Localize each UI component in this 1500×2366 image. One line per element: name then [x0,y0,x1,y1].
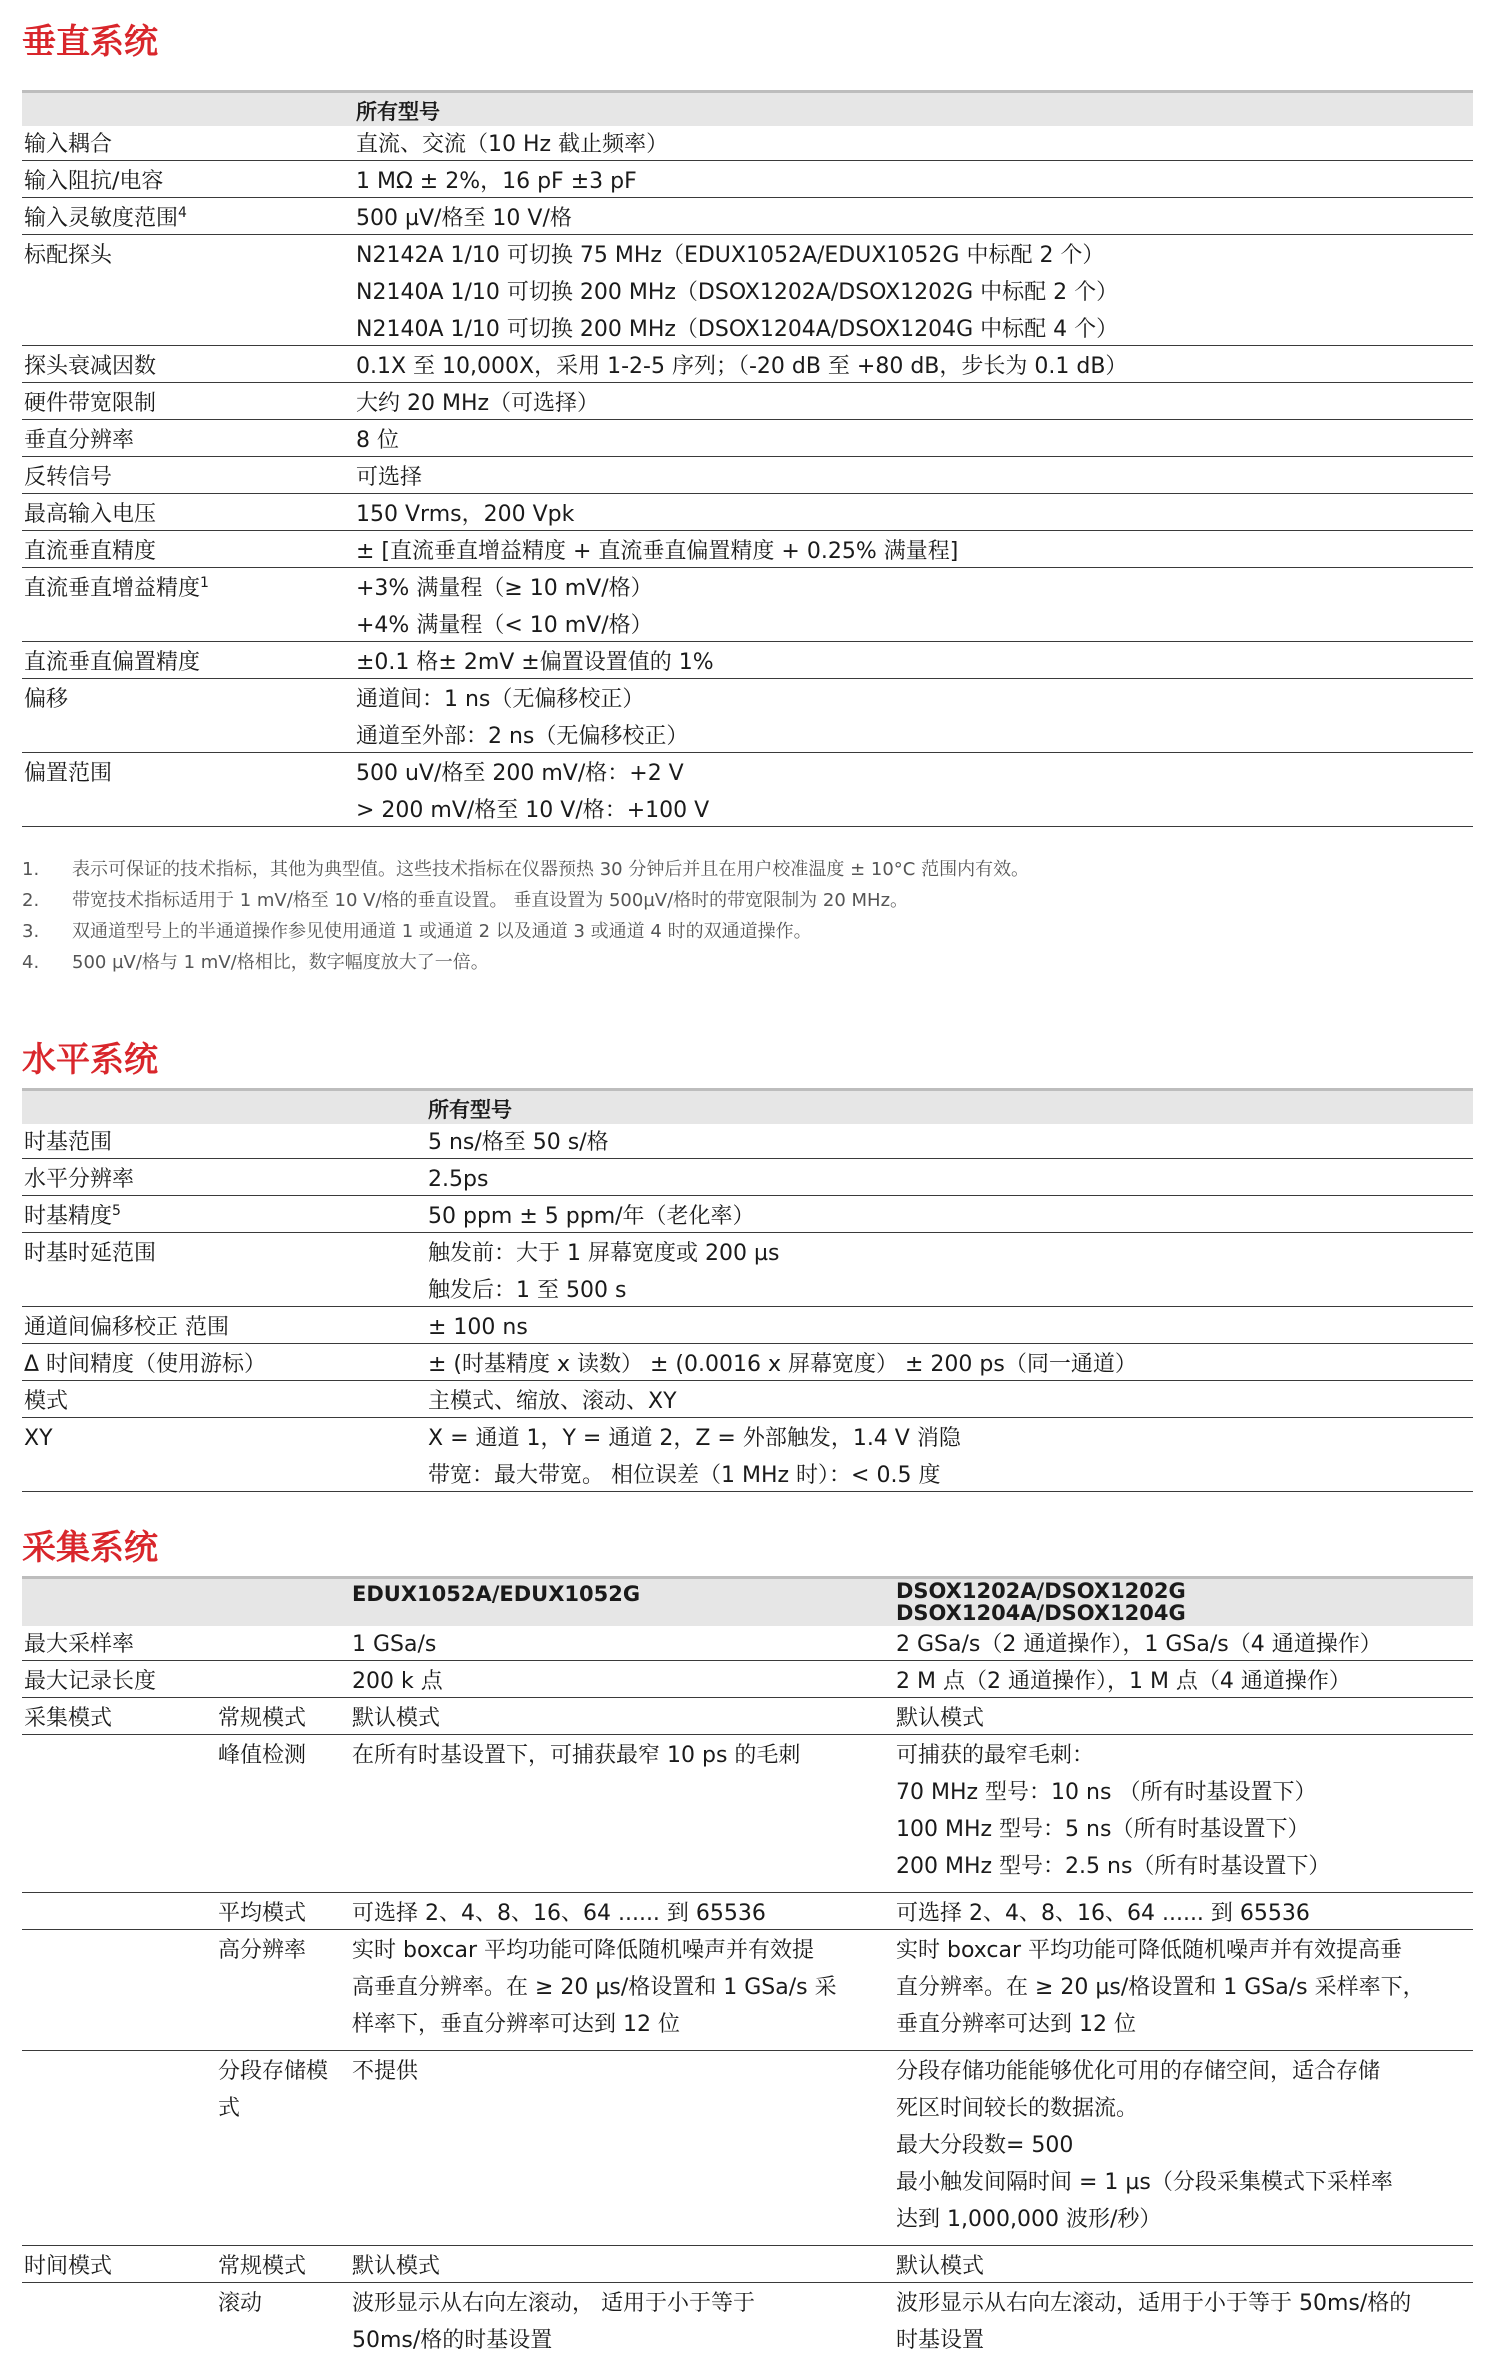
horizontal-header-all-models: 所有型号 [428,1098,512,1122]
horizontal-row-value-line: 50 ppm ± 5 ppm/年（老化率） [428,1204,755,1229]
horizontal-row-label-text: Δ 时间精度（使用游标） [24,1352,267,1377]
horizontal-row-label [24,1309,229,1346]
horizontal-row-label [24,1161,134,1198]
vertical-row-label [24,755,112,792]
acquisition-row-value-dsox [896,2053,1393,2238]
acquisition-row-label: 最大采样率 [24,1632,135,1657]
acquisition-value-line: 达到 1,000,000 波形/秒） [896,2207,1162,2232]
vertical-row-label-text: 直流垂直精度 [24,539,157,564]
vertical-row [22,789,1473,827]
acquisition-row [22,1697,1473,1735]
acquisition-row-value-edux [352,2248,440,2285]
vertical-row [22,567,1473,604]
acquisition-value-line: 2 GSa/s（2 通道操作），1 GSa/s（4 通道操作） [896,1632,1382,1657]
horizontal-row-value [428,1309,528,1346]
vertical-row-value-line: 通道至外部：2 ns（无偏移校正） [356,724,689,749]
vertical-row [22,345,1473,383]
acquisition-value-line: 垂直分辨率可达到 12 位 [896,2012,1136,2037]
vertical-row-value [356,533,958,570]
vertical-row [22,160,1473,198]
acquisition-row-value-dsox [896,1626,1382,1663]
vertical-row-label-text: 偏置范围 [24,761,113,786]
horizontal-row-value [428,1383,677,1420]
acquisition-row [22,1660,1473,1698]
horizontal-row-value-line: 2.5ps [428,1167,489,1192]
acquisition-header-dsox [896,1580,1186,1624]
vertical-row-value-line: 150 Vrms，200 Vpk [356,502,575,527]
horizontal-row-label [24,1383,68,1420]
vertical-row-label [24,126,112,163]
vertical-row-label [24,237,112,274]
footnote [22,858,1029,882]
horizontal-row-value-line: ± 100 ns [428,1315,528,1340]
horizontal-row-value [428,1272,626,1309]
vertical-row-label-text: 探头衰减因数 [24,354,157,379]
vertical-row-value-line: N2140A 1/10 可切换 200 MHz（DSOX1202A/DSOX1202G 中标配 2 个） [356,280,1119,305]
acquisition-value-line: 200 k 点 [352,1669,443,1694]
acquisition-row-value-dsox [896,2285,1411,2359]
vertical-row-value-line: ±0.1 格± 2mV ±偏置设置值的 1% [356,650,714,675]
vertical-row-value [356,718,688,755]
horizontal-row-label [24,1198,121,1235]
vertical-row-value [356,126,668,163]
vertical-row-label [24,644,200,681]
vertical-footnote-ref: 4 [178,205,187,221]
acquisition-row [22,1892,1473,1930]
acquisition-value-line: 在所有时基设置下，可捕获最窄 10 ps 的毛刺 [352,1743,801,1768]
vertical-row-label [24,533,156,570]
vertical-row-label [24,163,163,200]
vertical-row [22,715,1473,753]
vertical-row-value [356,200,572,237]
acquisition-row [22,2050,1473,2246]
vertical-row [22,641,1473,679]
vertical-row-label-text: 垂直分辨率 [24,428,135,453]
acquisition-value-line: 直分辨率。在 ≥ 20 µs/格设置和 1 GSa/s 采样率下， [896,1975,1425,2000]
acquisition-value-line: 默认模式 [896,1706,985,1731]
vertical-row-value [356,422,399,459]
horizontal-row-value-line: 触发前：大于 1 屏幕宽度或 200 µs [428,1241,780,1266]
vertical-row-value [356,755,684,792]
acquisition-row-value-dsox [896,1700,984,1737]
acquisition-value-line: 波形显示从右向左滚动， 适用于小于等于 [352,2291,755,2316]
vertical-row-value-line: 大约 20 MHz（可选择） [356,391,600,416]
acquisition-row-sublabel: 滚动 [218,2291,263,2316]
horizontal-row [22,1121,1473,1159]
footnote-text: 双通道型号上的半通道操作参见使用通道 1 或通道 2 以及通道 3 或通道 4 时的双通道操作。 [72,921,812,942]
vertical-row-value [356,644,714,681]
vertical-row-label [24,496,156,533]
horizontal-row-value-line: 主模式、缩放、滚动、XY [428,1389,677,1414]
vertical-row-value-line: ± [直流垂直增益精度 + 直流垂直偏置精度 + 0.25% 满量程] [356,539,959,564]
vertical-row [22,234,1473,346]
vertical-row-label-text: 输入阻抗/电容 [24,169,164,194]
acquisition-row-value-dsox [896,1737,1330,1885]
acquisition-row-value-edux [352,1626,436,1663]
vertical-row-label [24,385,156,422]
vertical-row-value [356,570,653,607]
horizontal-row [22,1380,1473,1418]
vertical-row-value-line: 直流、交流（10 Hz 截止频率） [356,132,669,157]
vertical-row-label-text: 输入耦合 [24,132,113,157]
vertical-row-value [356,237,1118,348]
horizontal-table-header [22,1088,1473,1124]
horizontal-row-value [428,1420,961,1457]
horizontal-row-label-text: 时基精度 [24,1204,113,1229]
vertical-row-value-line: 0.1X 至 10,000X，采用 1-2-5 序列；（-20 dB 至 +80 dB，步长为 0.1 dB） [356,354,1128,379]
vertical-row-label-text: 硬件带宽限制 [24,391,157,416]
horizontal-row-value-line: 带宽：最大带宽。 相位误差（1 MHz 时）：< 0.5 度 [428,1463,941,1488]
vertical-row [22,197,1473,235]
acquisition-value-line: 实时 boxcar 平均功能可降低随机噪声并有效提高垂 [896,1938,1402,1963]
vertical-row [22,456,1473,494]
vertical-row [22,604,1473,642]
vertical-row [22,752,1473,789]
vertical-row-label-text: 输入灵敏度范围 [24,206,179,231]
footnote-text: 带宽技术指标适用于 1 mV/格至 10 V/格的垂直设置。 垂直设置为 500µV/格时的带宽限制为 20 MHz。 [72,890,909,911]
horizontal-footnote-ref: 5 [112,1203,121,1219]
acquisition-value-line: 样率下，垂直分辨率可达到 12 位 [352,2012,680,2037]
acquisition-value-line: 100 MHz 型号：5 ns（所有时基设置下） [896,1817,1310,1842]
acquisition-row-value-edux [352,1932,837,2043]
acquisition-row-value-dsox [896,1663,1351,1700]
vertical-row-value [356,385,599,422]
horizontal-row-label-text: XY [24,1426,53,1451]
vertical-row [22,382,1473,420]
vertical-row-label-text: 直流垂直增益精度 [24,576,201,601]
footnote [22,920,812,944]
vertical-row-value [356,607,653,644]
acquisition-section-title: 采集系统 [22,1528,158,1568]
acquisition-row-value-edux [352,2285,755,2359]
acquisition-table-header [22,1576,1473,1626]
vertical-row-value-line: N2142A 1/10 可切换 75 MHz（EDUX1052A/EDUX1052G 中标配 2 个） [356,243,1105,268]
horizontal-row-value-line: X = 通道 1，Y = 通道 2，Z = 外部触发，1.4 V 消隐 [428,1426,961,1451]
acquisition-header-edux: EDUX1052A/EDUX1052G [352,1582,641,1606]
acquisition-row-value-edux [352,1700,440,1737]
vertical-row-value [356,348,1127,385]
horizontal-row-value-line: 5 ns/格至 50 s/格 [428,1130,609,1155]
acquisition-header-dsox-line: DSOX1202A/DSOX1202G [896,1579,1186,1603]
footnote [22,951,489,975]
horizontal-row-label-text: 时基时延范围 [24,1241,157,1266]
acquisition-row-sublabel: 分段存储模式 [218,2059,329,2121]
acquisition-row-value-edux [352,1737,800,1774]
vertical-row [22,530,1473,568]
acquisition-value-line: 2 M 点（2 通道操作），1 M 点（4 通道操作） [896,1669,1351,1694]
acquisition-row-value-dsox [896,1895,1310,1932]
acquisition-value-line: 1 GSa/s [352,1632,437,1657]
horizontal-row [22,1417,1473,1454]
acquisition-value-line: 默认模式 [352,2254,441,2279]
footnote-number: 2. [22,890,40,911]
horizontal-row [22,1454,1473,1492]
horizontal-row-value [428,1346,1137,1383]
horizontal-row-value [428,1457,940,1494]
acquisition-row [22,1623,1473,1661]
acquisition-row-sublabel: 常规模式 [218,2254,307,2279]
vertical-row-value [356,681,644,718]
horizontal-row-label-text: 通道间偏移校正 范围 [24,1315,229,1340]
horizontal-section-title: 水平系统 [22,1040,158,1080]
acquisition-value-line: 实时 boxcar 平均功能可降低随机噪声并有效提 [352,1938,814,1963]
horizontal-row-label-text: 时基范围 [24,1130,113,1155]
vertical-row-value-line: N2140A 1/10 可切换 200 MHz（DSOX1204A/DSOX1204G 中标配 4 个） [356,317,1119,342]
vertical-row-value [356,792,709,829]
vertical-footnote-ref: 1 [200,575,209,591]
acquisition-value-line: 时基设置 [896,2328,985,2353]
acquisition-row-label: 时间模式 [24,2254,113,2279]
vertical-row-label [24,570,209,607]
acquisition-row-value-edux [352,2053,418,2090]
horizontal-row-label [24,1235,156,1272]
acquisition-row-sublabel: 峰值检测 [218,1743,307,1768]
acquisition-value-line: 不提供 [352,2059,419,2084]
vertical-section-title: 垂直系统 [22,22,158,62]
acquisition-row-label: 采集模式 [24,1706,113,1731]
horizontal-row-label [24,1124,112,1161]
acquisition-row-value-dsox [896,2248,984,2285]
horizontal-row [22,1343,1473,1381]
horizontal-row-value [428,1198,755,1235]
vertical-row [22,678,1473,715]
acquisition-row [22,1734,1473,1893]
acquisition-value-line: 死区时间较长的数据流。 [896,2096,1139,2121]
vertical-row [22,419,1473,457]
acquisition-row-value-dsox [896,1932,1425,2043]
footnote [22,889,908,913]
vertical-row-value-line: 可选择 [356,465,423,490]
acquisition-row-sublabel: 平均模式 [218,1901,307,1926]
footnote-text: 500 µV/格与 1 mV/格相比，数字幅度放大了一倍。 [72,952,489,973]
horizontal-row-value-line: 触发后：1 至 500 s [428,1278,627,1303]
acquisition-row-label: 最大记录长度 [24,1669,157,1694]
horizontal-row-label-text: 水平分辨率 [24,1167,135,1192]
vertical-row-value-line: 通道间：1 ns（无偏移校正） [356,687,645,712]
acquisition-value-line: 50ms/格的时基设置 [352,2328,553,2353]
vertical-row-value [356,459,422,496]
acquisition-value-line: 高垂直分辨率。在 ≥ 20 µs/格设置和 1 GSa/s 采 [352,1975,837,2000]
vertical-row-label-text: 最高输入电压 [24,502,157,527]
vertical-header-all-models: 所有型号 [356,100,440,124]
horizontal-row [22,1195,1473,1233]
vertical-row [22,123,1473,161]
acquisition-row-value-edux [352,1895,766,1932]
vertical-row-label-text: 标配探头 [24,243,113,268]
horizontal-row [22,1158,1473,1196]
acquisition-value-line: 波形显示从右向左滚动，适用于小于等于 50ms/格的 [896,2291,1412,2316]
vertical-row-value-line: +3% 满量程（≥ 10 mV/格） [356,576,653,601]
horizontal-row [22,1232,1473,1269]
horizontal-row-label [24,1346,266,1383]
acquisition-value-line: 可选择 2、4、8、16、64 ...... 到 65536 [896,1901,1310,1926]
vertical-row-label [24,200,187,237]
footnote-number: 1. [22,859,40,880]
acquisition-value-line: 最大分段数= 500 [896,2133,1074,2158]
vertical-row-label-text: 偏移 [24,687,69,712]
acquisition-value-line: 默认模式 [352,1706,441,1731]
acquisition-header-dsox-line: DSOX1204A/DSOX1204G [896,1601,1186,1625]
vertical-row-value [356,496,574,533]
footnote-text: 表示可保证的技术指标，其他为典型值。这些技术指标在仪器预热 30 分钟后并且在用户校准温度 ± 10°C 范围内有效。 [72,859,1030,880]
acquisition-value-line: 分段存储功能能够优化可用的存储空间，适合存储 [896,2059,1381,2084]
acquisition-value-line: 最小触发间隔时间 = 1 µs（分段采集模式下采样率 [896,2170,1393,2195]
vertical-row-label-text: 反转信号 [24,465,113,490]
acquisition-value-line: 70 MHz 型号：10 ns （所有时基设置下） [896,1780,1317,1805]
vertical-row-label [24,422,134,459]
acquisition-row-sublabel: 高分辨率 [218,1938,307,1963]
acquisition-value-line: 可选择 2、4、8、16、64 ...... 到 65536 [352,1901,766,1926]
horizontal-row-value-line: ± (时基精度 x 读数） ± (0.0016 x 屏幕宽度） ± 200 ps（同一通道） [428,1352,1137,1377]
vertical-row-label-text: 直流垂直偏置精度 [24,650,201,675]
acquisition-row-value-edux [352,1663,443,1700]
footnote-number: 3. [22,921,40,942]
vertical-row-label [24,459,112,496]
acquisition-value-line: 可捕获的最窄毛刺： [896,1743,1095,1768]
acquisition-value-line: 200 MHz 型号：2.5 ns（所有时基设置下） [896,1854,1331,1879]
acquisition-row [22,1929,1473,2051]
vertical-row-value [356,163,637,200]
acquisition-row-sublabel: 常规模式 [218,1706,307,1731]
vertical-row-value-line: 500 uV/格至 200 mV/格：+2 V [356,761,684,786]
vertical-row-value-line: > 200 mV/格至 10 V/格：+100 V [356,798,710,823]
vertical-row-value-line: 1 MΩ ± 2%，16 pF ±3 pF [356,169,637,194]
vertical-row [22,493,1473,531]
vertical-table-header [22,90,1473,126]
vertical-row-label [24,348,156,385]
horizontal-row-value [428,1124,609,1161]
horizontal-row-value [428,1235,779,1272]
acquisition-row [22,2245,1473,2283]
acquisition-value-line: 默认模式 [896,2254,985,2279]
vertical-row-value-line: +4% 满量程（< 10 mV/格） [356,613,653,638]
acquisition-row [22,2282,1473,2366]
footnote-number: 4. [22,952,40,973]
vertical-row-value-line: 500 µV/格至 10 V/格 [356,206,572,231]
horizontal-row-label-text: 模式 [24,1389,69,1414]
horizontal-row [22,1306,1473,1344]
horizontal-row-label [24,1420,53,1457]
horizontal-row [22,1269,1473,1307]
horizontal-row-value [428,1161,488,1198]
vertical-row-label [24,681,68,718]
vertical-row-value-line: 8 位 [356,428,399,453]
